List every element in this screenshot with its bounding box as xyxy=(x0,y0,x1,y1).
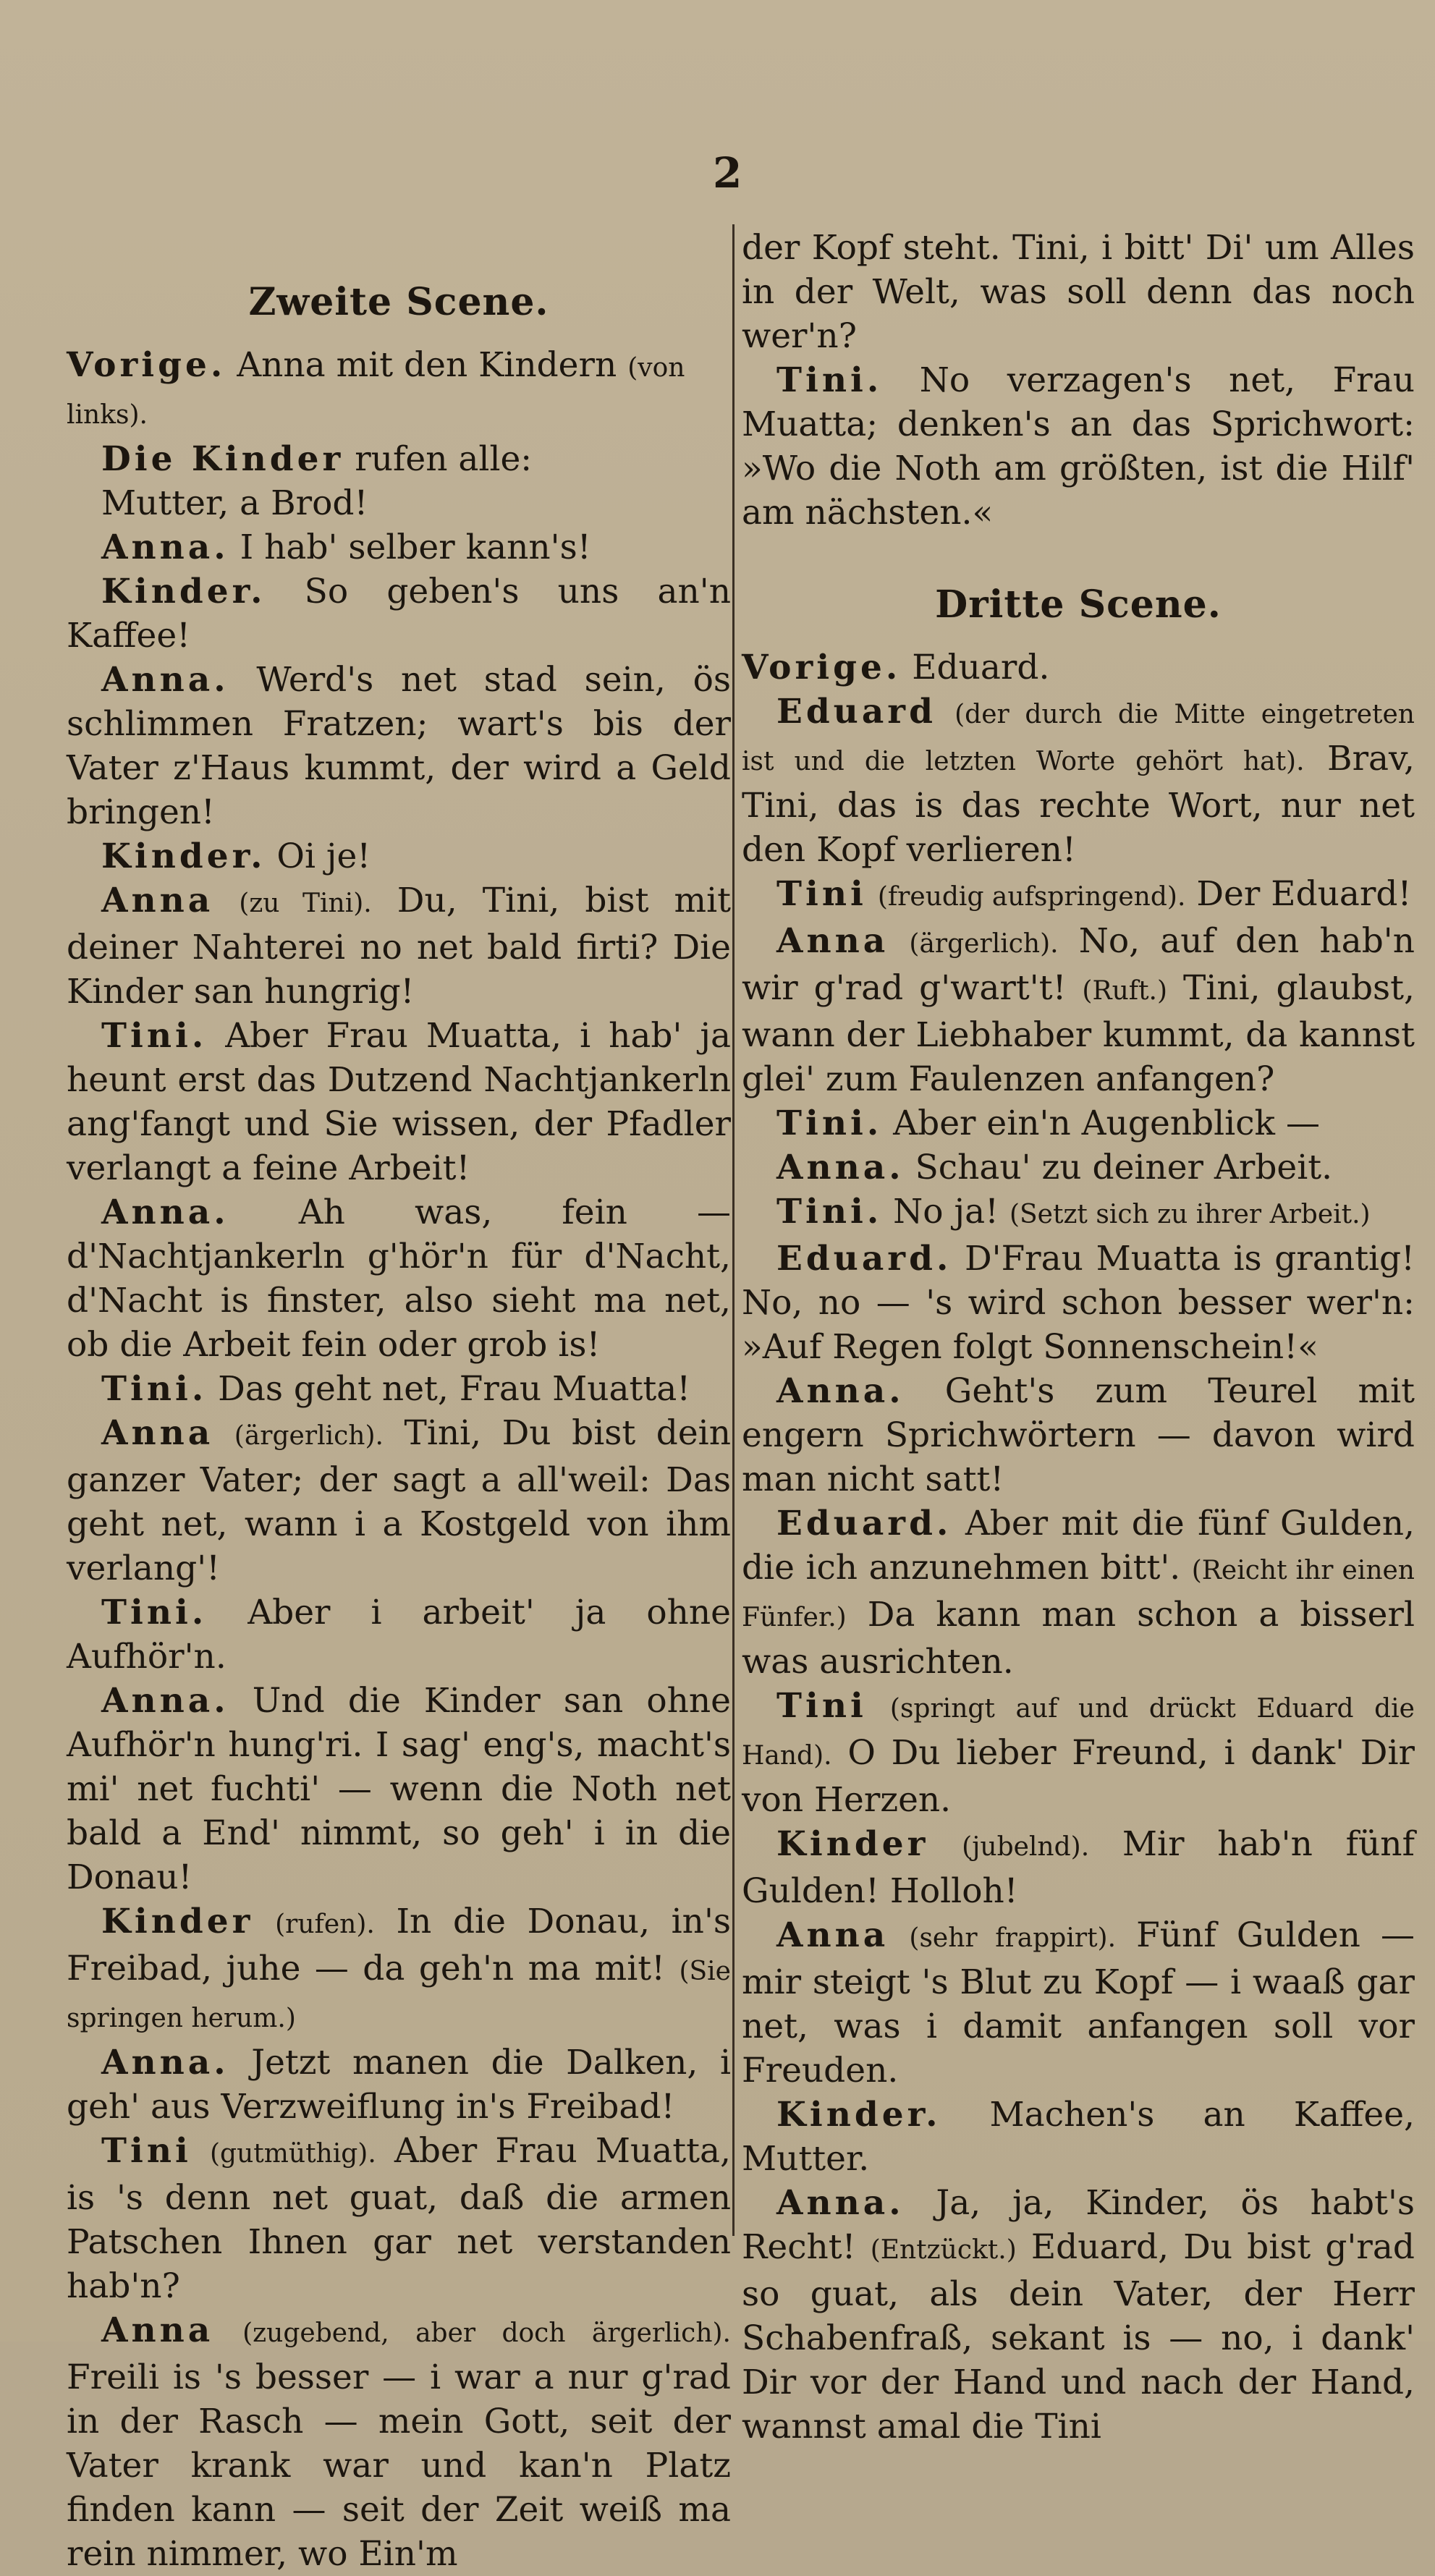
dialogue-line: Anna. Ah was, fein — d'Nachtjankerln g'hör'n für d'Nacht, d'Nacht is finster, also sieht ma net, ob die Arbeit fein oder grob is! xyxy=(67,1192,731,1365)
dialogue-line: Anna. Schau' zu deiner Arbeit. xyxy=(776,1148,1333,1187)
scene-persons: Vorige. Anna mit den Kindern (von links). xyxy=(67,345,685,430)
scene-heading: Dritte Scene. xyxy=(935,582,1222,627)
dialogue-line: Anna. Und die Kinder san ohne Aufhör'n hung'ri. I sag' eng's, macht's mi' net fuchti' — wenn die Noth net bald a End' nimmt, so geh' i in die Donau! xyxy=(67,1681,731,1897)
dialogue-line: Tini. No ja! (Setzt sich zu ihrer Arbeit.) xyxy=(776,1192,1371,1232)
dialogue-line: Kinder (rufen). In die Donau, in's Freibad, juhe — da geh'n ma mit! (Sie springen herum.) xyxy=(67,1902,731,2033)
dialogue-line: Mutter, a Brod! xyxy=(101,483,368,523)
dialogue-line: Anna (zugebend, aber doch ärgerlich). Freili is 's besser — i war a nur g'rad in der Rasch — mein Gott, seit der Vater krank war und kan'n Platz finden kann — seit der Zeit weiß ma rein nimmer, wo Ein'm xyxy=(67,2310,731,2574)
page-number: 2 xyxy=(713,148,742,198)
dialogue-line: Anna. Geht's zum Teurel mit engern Sprichwörtern — davon wird man nicht satt! xyxy=(742,1371,1415,1499)
dialogue-line: Anna. Ja, ja, Kinder, ös habt's Recht! (Entzückt.) Eduard, Du bist g'rad so guat, als dein Vater, der Herr Schabenfraß, sekant is — no, i dank' Dir vor der Hand und nach der Hand, wannst amal die Tini xyxy=(742,2183,1415,2446)
dialogue-line: Anna. I hab' selber kann's! xyxy=(101,528,591,567)
dialogue-line: Anna (ärgerlich). No, auf den hab'n wir g'rad g'wart't! (Ruft.) Tini, glaubst, wann der Liebhaber kummt, da kannst glei' zum Faulenzen anfangen? xyxy=(742,921,1415,1099)
dialogue-line: Anna (ärgerlich). Tini, Du bist dein ganzer Vater; der sagt a all'weil: Das geht net, wann i a Kostgeld von ihm verlang'! xyxy=(67,1413,731,1588)
dialogue-line: Tini. Aber ein'n Augenblick — xyxy=(776,1103,1320,1143)
scene-heading: Zweite Scene. xyxy=(248,280,549,324)
dialogue-line: Kinder. Oi je! xyxy=(101,836,371,876)
dialogue-line: Eduard. D'Frau Muatta is grantig! No, no — 's wird schon besser wer'n: »Auf Regen folgt Sonnenschein!« xyxy=(742,1239,1415,1367)
right-column xyxy=(742,226,1415,2449)
dialogue-line: Anna (sehr frappirt). Fünf Gulden — mir steigt 's Blut zu Kopf — i waaß gar net, was i damit anfangen soll vor Freuden. xyxy=(742,1915,1415,2090)
left-column xyxy=(67,271,731,2576)
dialogue-line: Anna (zu Tini). Du, Tini, bist mit deiner Nahterei no net bald firti? Die Kinder san hungrig! xyxy=(67,881,731,1012)
dialogue-line: Kinder (jubelnd). Mir hab'n fünf Gulden! Holloh! xyxy=(742,1824,1415,1911)
dialogue-line: Tini (gutmüthig). Aber Frau Muatta, is 's denn net guat, daß die armen Patschen Ihnen gar net verstanden hab'n? xyxy=(67,2131,731,2306)
dialogue-line: Die Kinder rufen alle: xyxy=(101,439,533,479)
continuation-text: der Kopf steht. Tini, i bitt' Di' um Alles in der Welt, was soll denn das noch wer'n? xyxy=(742,228,1415,356)
dialogue-line: Eduard. Aber mit die fünf Gulden, die ich anzunehmen bitt'. (Reicht ihr einen Fünfer.) Da kann man schon a bisserl was ausrichten. xyxy=(742,1504,1415,1682)
dialogue-line: Tini. Aber Frau Muatta, i hab' ja heunt erst das Dutzend Nachtjankerln ang'fangt und Sie wissen, der Pfadler verlangt a feine Arbeit! xyxy=(67,1016,731,1188)
scene-persons: Vorige. Eduard. xyxy=(742,648,1050,687)
dialogue-line: Eduard (der durch die Mitte eingetreten ist und die letzten Worte gehört hat). Brav, Tini, das is das rechte Wort, nur net den Kopf verlieren! xyxy=(742,692,1415,870)
dialogue-line: Anna. Werd's net stad sein, ös schlimmen Fratzen; wart's bis der Vater z'Haus kummt, der wird a Geld bringen! xyxy=(67,660,731,832)
dialogue-line: Tini. Das geht net, Frau Muatta! xyxy=(101,1369,691,1409)
dialogue-line: Anna. Jetzt manen die Dalken, i geh' aus Verzweiflung in's Freibad! xyxy=(67,2043,731,2127)
column-rule xyxy=(732,224,735,2236)
dialogue-line: Kinder. So geben's uns an'n Kaffee! xyxy=(67,572,731,656)
dialogue-line: Tini. No verzagen's net, Frau Muatta; denken's an das Sprichwort: »Wo die Noth am größten, ist die Hilf' am nächsten.« xyxy=(742,360,1415,533)
dialogue-line: Tini. Aber i arbeit' ja ohne Aufhör'n. xyxy=(67,1593,731,1677)
dialogue-line: Tini (springt auf und drückt Eduard die Hand). O Du lieber Freund, i dank' Dir von Herzen. xyxy=(742,1686,1415,1820)
dialogue-line: Kinder. Machen's an Kaffee, Mutter. xyxy=(742,2095,1415,2179)
dialogue-line: Tini (freudig aufspringend). Der Eduard! xyxy=(776,874,1412,914)
